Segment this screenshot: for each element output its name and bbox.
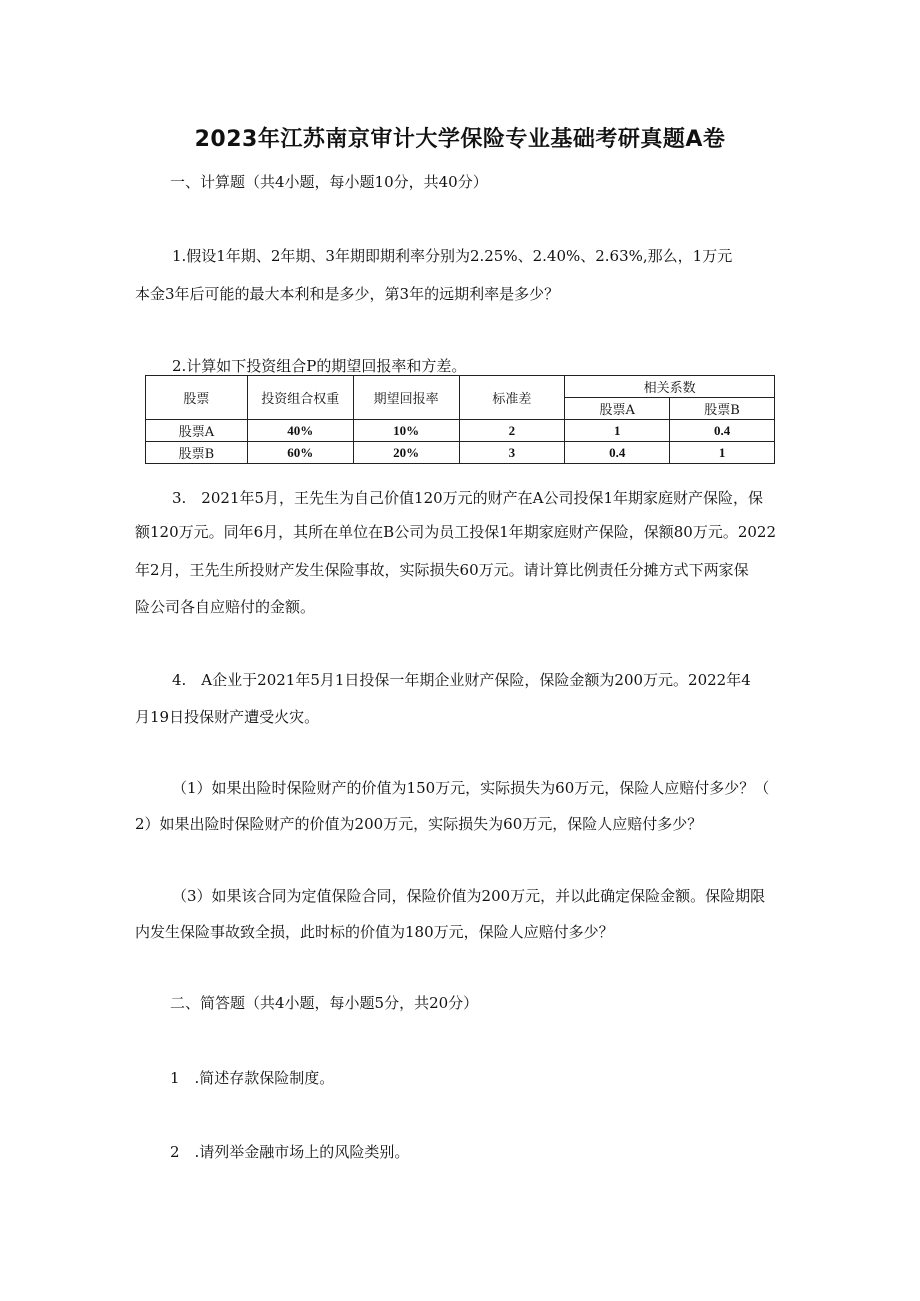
cell-corr-b: 1 [670,442,775,464]
header-weight: 投资组合权重 [247,376,353,420]
section2-heading: 二、简答题（共4小题，每小题5分，共20分） [170,994,479,1012]
subheader-stock-a: 股票A [565,398,670,420]
q4-sub3-line1: （3）如果该合同为定值保险合同，保险价值为200万元，并以此确定保险金额。保险期限 [172,887,766,905]
q3-line1: 3. 2021年5月，王先生为自己价值120万元的财产在A公司投保1年期家庭财产保险，保 [172,489,764,507]
q3-line3: 年2月，王先生所投财产发生保险事故，实际损失60万元。请计算比例责任分摊方式下两家保 [135,561,749,579]
q1-line2: 本金3年后可能的最大本利和是多少，第3年的远期利率是多少？ [135,285,560,303]
cell-corr-a: 0.4 [565,442,670,464]
section2-q1: 1 .简述存款保险制度。 [170,1069,335,1087]
cell-weight: 60% [247,442,353,464]
q2-text: 2.计算如下投资组合P的期望回报率和方差。 [172,357,467,375]
q4-sub1-line2: 2）如果出险时保险财产的价值为200万元，实际损失为60万元，保险人应赔付多少？ [135,815,703,833]
cell-return: 20% [353,442,459,464]
q4-sub1-line1: （1）如果出险时保险财产的价值为150万元，实际损失为60万元，保险人应赔付多少？（ [172,779,770,797]
q1-line1: 1.假设1年期、2年期、3年期即期利率分别为2.25%、2.40%、2.63%,那么，1万元 [172,247,733,265]
cell-corr-b: 0.4 [670,420,775,442]
portfolio-table [145,375,775,464]
table-row [146,442,775,464]
cell-corr-a: 1 [565,420,670,442]
q3-line2: 额120万元。同年6月，其所在单位在B公司为员工投保1年期家庭财产保险，保额80万元。2022 [135,523,777,541]
q4-line2: 月19日投保财产遭受火灾。 [135,708,320,726]
cell-std: 3 [459,442,565,464]
q4-line1: 4. A企业于2021年5月1日投保一年期企业财产保险，保险金额为200万元。2022年4 [172,671,751,689]
section2-q2: 2 .请列举金融市场上的风险类别。 [170,1143,410,1161]
header-expected-return: 期望回报率 [353,376,459,420]
header-stock: 股票 [146,376,248,420]
row-label: 股票B [146,442,248,464]
header-std-dev: 标准差 [459,376,565,420]
section1-heading: 一、计算题（共4小题，每小题10分，共40分） [170,173,488,191]
row-label: 股票A [146,420,248,442]
page-title: 2023年江苏南京审计大学保险专业基础考研真题A卷 [194,127,726,152]
q3-line4: 险公司各自应赔付的金额。 [135,598,316,616]
table-row [146,420,775,442]
q4-sub3-line2: 内发生保险事故致全损，此时标的价值为180万元，保险人应赔付多少？ [135,923,614,941]
cell-return: 10% [353,420,459,442]
subheader-stock-b: 股票B [670,398,775,420]
cell-weight: 40% [247,420,353,442]
header-correlation: 相关系数 [565,376,775,398]
cell-std: 2 [459,420,565,442]
